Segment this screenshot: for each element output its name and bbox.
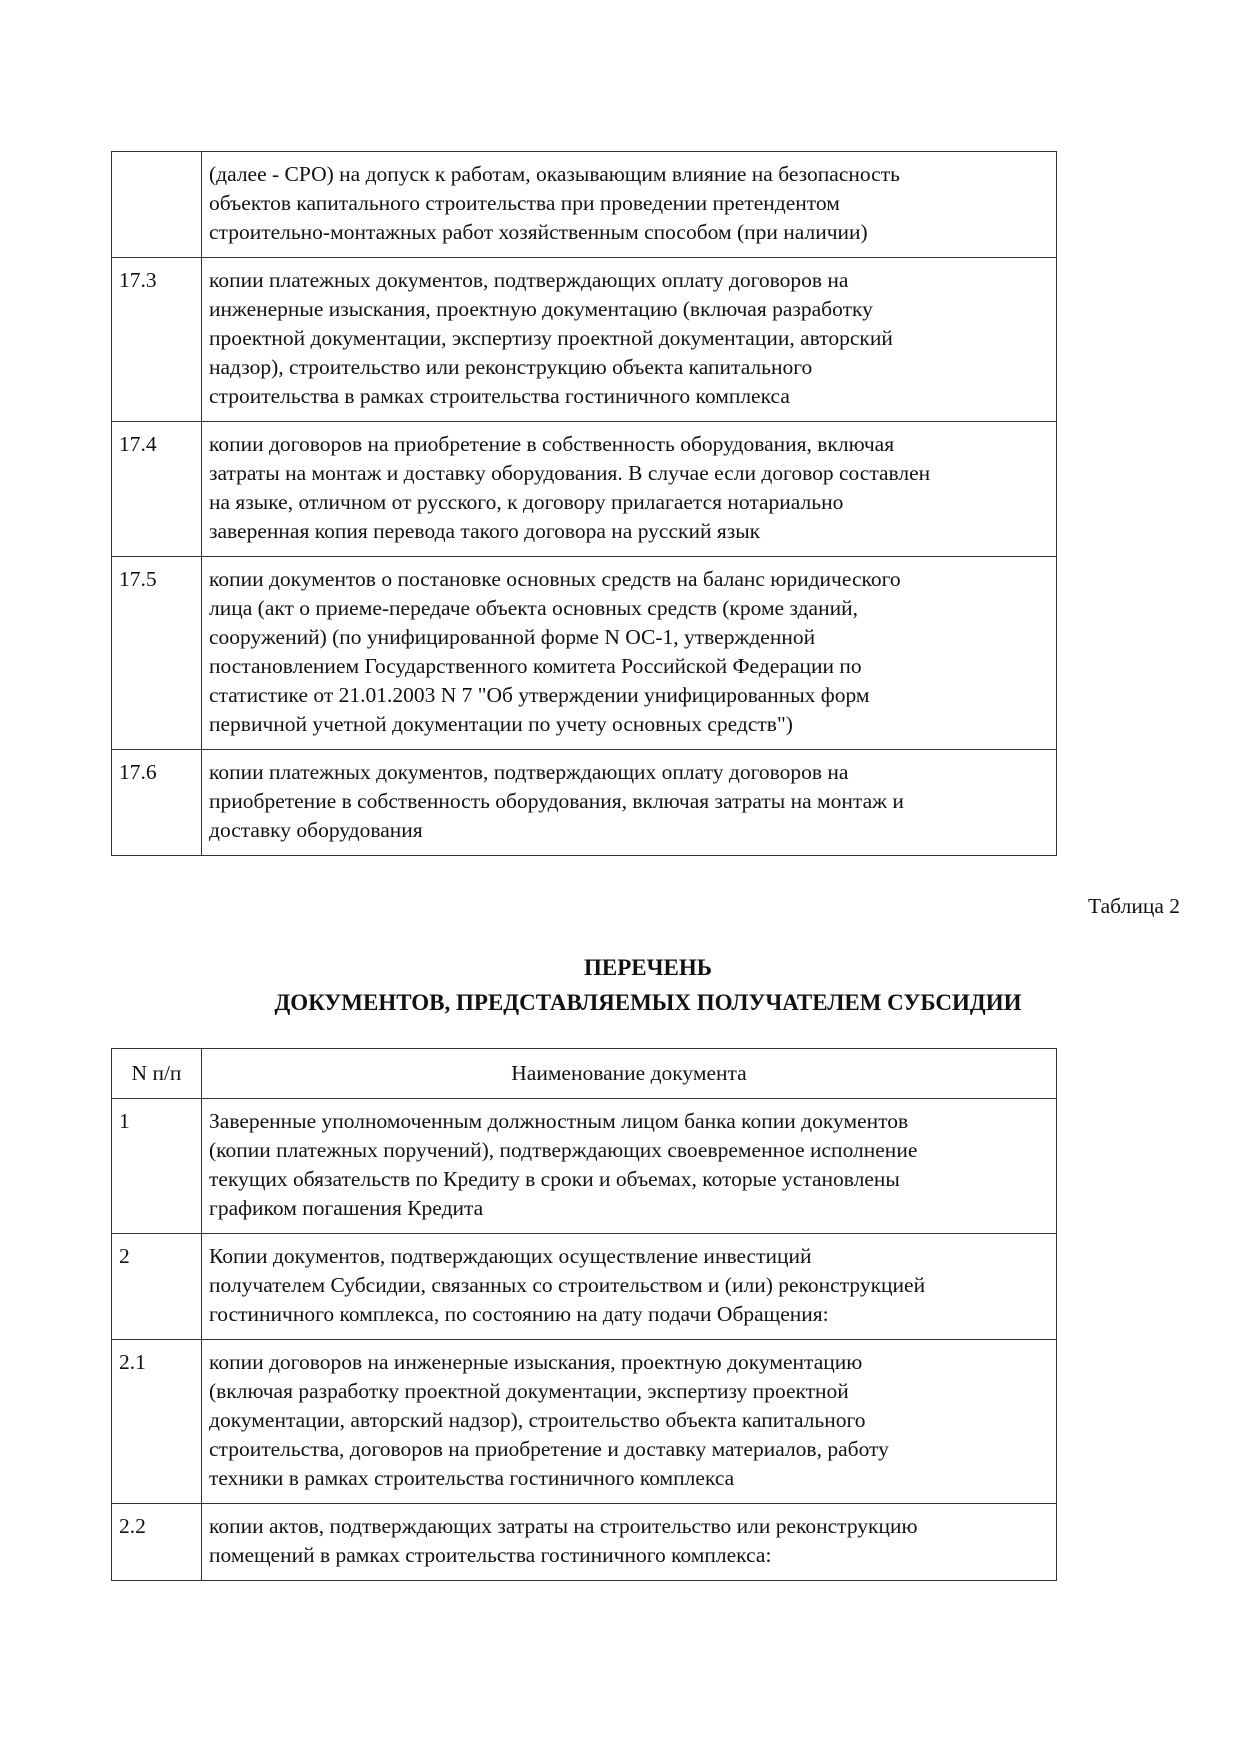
table-row <box>112 1340 1057 1504</box>
table-row <box>112 1234 1057 1340</box>
header-name: Наименование документа <box>202 1049 1057 1099</box>
row-number: 17.4 <box>112 422 202 557</box>
row-text: Заверенные уполномоченным должностным лицом банка копии документов (копии платежных поручений), подтверждающих своевременное исполнение текущих обязательств по Кредиту в сроки и объемах, которые установлены графиком погашения Кредита <box>202 1099 1057 1234</box>
row-text: копии договоров на приобретение в собственность оборудования, включая затраты на монтаж и доставку оборудования. В случае если договор составлен на языке, отличном от русского, к договору прилагается нотариально заверенная копия перевода такого договора на русский язык <box>202 422 1057 557</box>
row-text: (далее - СРО) на допуск к работам, оказывающим влияние на безопасность объектов капитального строительства при проведении претендентом строительно-монтажных работ хозяйственным способом (при наличии) <box>202 152 1057 258</box>
row-number: 2.2 <box>112 1504 202 1581</box>
row-number: 17.3 <box>112 258 202 422</box>
title-line-1: ПЕРЕЧЕНЬ <box>584 955 712 980</box>
row-number: 2 <box>112 1234 202 1340</box>
row-number: 2.1 <box>112 1340 202 1504</box>
documents-table-continued <box>111 151 1057 856</box>
row-text: копии платежных документов, подтверждающих оплату договоров на приобретение в собственность оборудования, включая затраты на монтаж и доставку оборудования <box>202 750 1057 856</box>
table-row <box>112 258 1057 422</box>
row-number: 1 <box>112 1099 202 1234</box>
table-caption: Таблица 2 <box>1088 894 1180 918</box>
row-number: 17.5 <box>112 557 202 750</box>
table-row <box>112 750 1057 856</box>
row-number <box>112 152 202 258</box>
table-row <box>112 422 1057 557</box>
table-row <box>112 152 1057 258</box>
documents-table <box>111 1048 1057 1581</box>
header-number: N п/п <box>112 1049 202 1099</box>
row-text: копии документов о постановке основных средств на баланс юридического лица (акт о приеме-передаче объекта основных средств (кроме зданий, сооружений) (по унифицированной форме N ОС-1, утвержденной постановлением Государственного комитета Российской Федерации по статистике от 21.01.2003 N 7 "Об утверждении унифицированных форм первичной учетной документации по учету основных средств") <box>202 557 1057 750</box>
table-row <box>112 1504 1057 1581</box>
row-text: копии актов, подтверждающих затраты на строительство или реконструкцию помещений в рамках строительства гостиничного комплекса: <box>202 1504 1057 1581</box>
row-text: копии договоров на инженерные изыскания, проектную документацию (включая разработку проектной документации, экспертизу проектной документации, авторский надзор), строительство объекта капитального строительства, договоров на приобретение и доставку материалов, работу техники в рамках строительства гостиничного комплекса <box>202 1340 1057 1504</box>
section-title <box>0 950 1240 1020</box>
table-row <box>112 557 1057 750</box>
row-text: копии платежных документов, подтверждающих оплату договоров на инженерные изыскания, проектную документацию (включая разработку проектной документации, экспертизу проектной документации, авторский надзор), строительство или реконструкцию объекта капитального строительства в рамках строительства гостиничного комплекса <box>202 258 1057 422</box>
row-text: Копии документов, подтверждающих осуществление инвестиций получателем Субсидии, связанных со строительством и (или) реконструкцией гостиничного комплекса, по состоянию на дату подачи Обращения: <box>202 1234 1057 1340</box>
table-header-row <box>112 1049 1057 1099</box>
table-row <box>112 1099 1057 1234</box>
row-number: 17.6 <box>112 750 202 856</box>
title-line-2: ДОКУМЕНТОВ, ПРЕДСТАВЛЯЕМЫХ ПОЛУЧАТЕЛЕМ СУБСИДИИ <box>274 990 1022 1015</box>
